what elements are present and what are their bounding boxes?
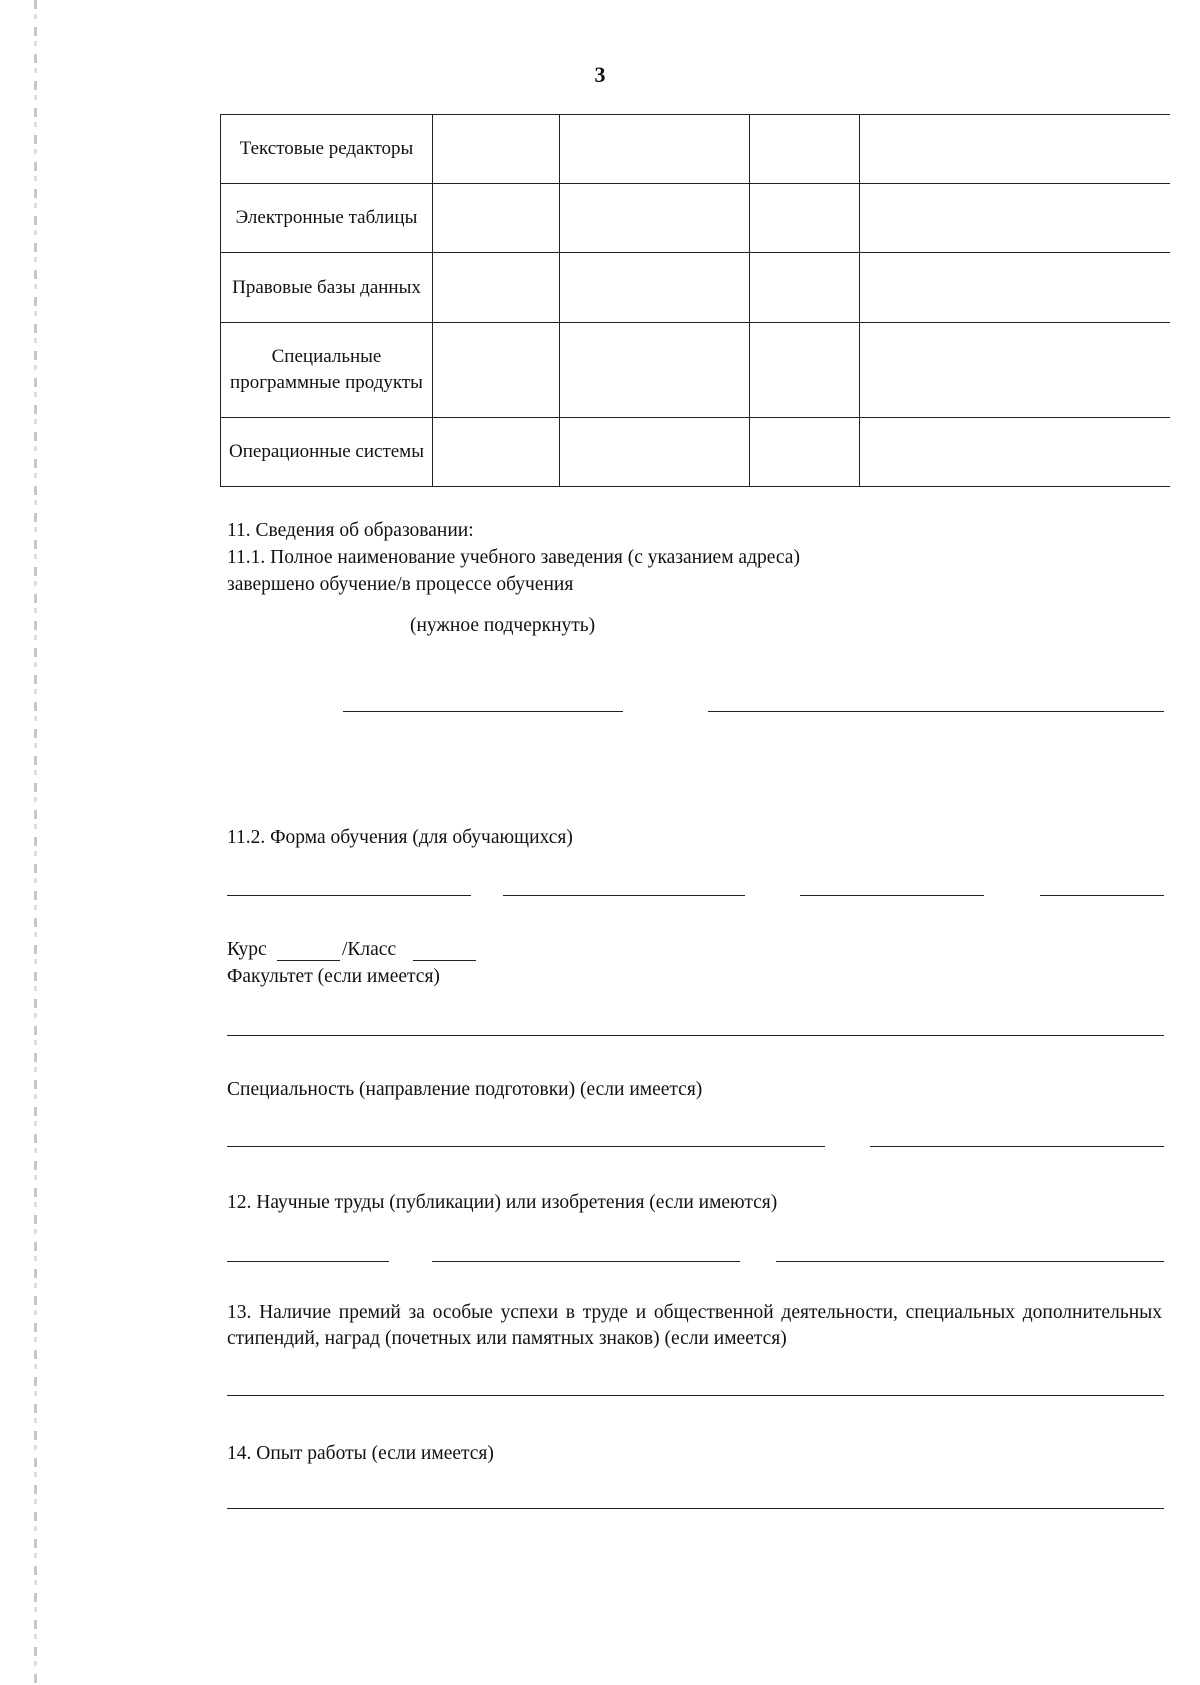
- table-row: [221, 253, 1170, 323]
- table-cell[interactable]: [860, 115, 1170, 184]
- education-name-line[interactable]: [708, 711, 1164, 712]
- faculty-label: Факультет (если имеется): [227, 966, 440, 987]
- publications-line[interactable]: [432, 1261, 740, 1262]
- table-cell[interactable]: [860, 253, 1170, 323]
- table-cell[interactable]: [560, 115, 750, 184]
- specialty-label: Специальность (направление подготовки) (если имеется): [227, 1079, 703, 1100]
- table-cell[interactable]: [560, 184, 750, 253]
- awards-line[interactable]: [227, 1395, 1164, 1396]
- row-label: Правовые базы данных: [221, 253, 433, 323]
- class-input-line[interactable]: [413, 960, 476, 961]
- education-status-options: завершено обучение/в процессе обучения: [227, 574, 574, 595]
- faculty-line[interactable]: [227, 1035, 1164, 1036]
- publications-line[interactable]: [776, 1261, 1164, 1262]
- table-cell[interactable]: [860, 323, 1170, 418]
- row-label: Текстовые редакторы: [221, 115, 433, 184]
- underline-instruction: (нужное подчеркнуть): [410, 615, 596, 636]
- table-cell[interactable]: [560, 253, 750, 323]
- software-skills-table: [220, 114, 1170, 487]
- row-label: Электронные таблицы: [221, 184, 433, 253]
- course-label: Курс: [227, 939, 267, 960]
- table-cell[interactable]: [560, 418, 750, 487]
- table-cell[interactable]: [750, 253, 860, 323]
- section-11-1-label: 11.1. Полное наименование учебного заведения (с указанием адреса): [227, 547, 800, 568]
- section-11-2-label: 11.2. Форма обучения (для обучающихся): [227, 827, 573, 848]
- table-cell[interactable]: [433, 184, 560, 253]
- education-name-line[interactable]: [343, 711, 623, 712]
- specialty-line[interactable]: [227, 1146, 825, 1147]
- table-cell[interactable]: [433, 253, 560, 323]
- table-row: [221, 418, 1170, 487]
- section-12-title: 12. Научные труды (публикации) или изобретения (если имеются): [227, 1192, 778, 1213]
- row-label: Операционные системы: [221, 418, 433, 487]
- study-form-line[interactable]: [800, 895, 984, 896]
- specialty-line[interactable]: [870, 1146, 1164, 1147]
- table-cell[interactable]: [860, 184, 1170, 253]
- class-label: /Класс: [342, 939, 397, 960]
- table-cell[interactable]: [433, 323, 560, 418]
- study-form-line[interactable]: [1040, 895, 1164, 896]
- table-cell[interactable]: [860, 418, 1170, 487]
- study-form-line[interactable]: [503, 895, 745, 896]
- table-cell[interactable]: [750, 323, 860, 418]
- section-13-title: 13. Наличие премий за особые успехи в труде и общественной деятельности, специальных дополнительных стипендий, наград (почетных или памятных знаков) (если имеется): [227, 1302, 1162, 1349]
- work-experience-line[interactable]: [227, 1508, 1164, 1509]
- table-cell[interactable]: [433, 418, 560, 487]
- table-cell[interactable]: [750, 184, 860, 253]
- row-label: Специальные программные продукты: [221, 323, 433, 418]
- table-cell[interactable]: [750, 418, 860, 487]
- table-row: [221, 184, 1170, 253]
- table-row: [221, 323, 1170, 418]
- page-number: 3: [594, 62, 606, 87]
- course-input-line[interactable]: [277, 960, 340, 961]
- table-cell[interactable]: [433, 115, 560, 184]
- table-cell[interactable]: [750, 115, 860, 184]
- section-11-title: 11. Сведения об образовании:: [227, 520, 474, 541]
- table-row: [221, 115, 1170, 184]
- study-form-line[interactable]: [227, 895, 471, 896]
- scan-edge-artifact: [34, 0, 37, 1685]
- section-14-title: 14. Опыт работы (если имеется): [227, 1443, 494, 1464]
- table-cell[interactable]: [560, 323, 750, 418]
- publications-line[interactable]: [227, 1261, 389, 1262]
